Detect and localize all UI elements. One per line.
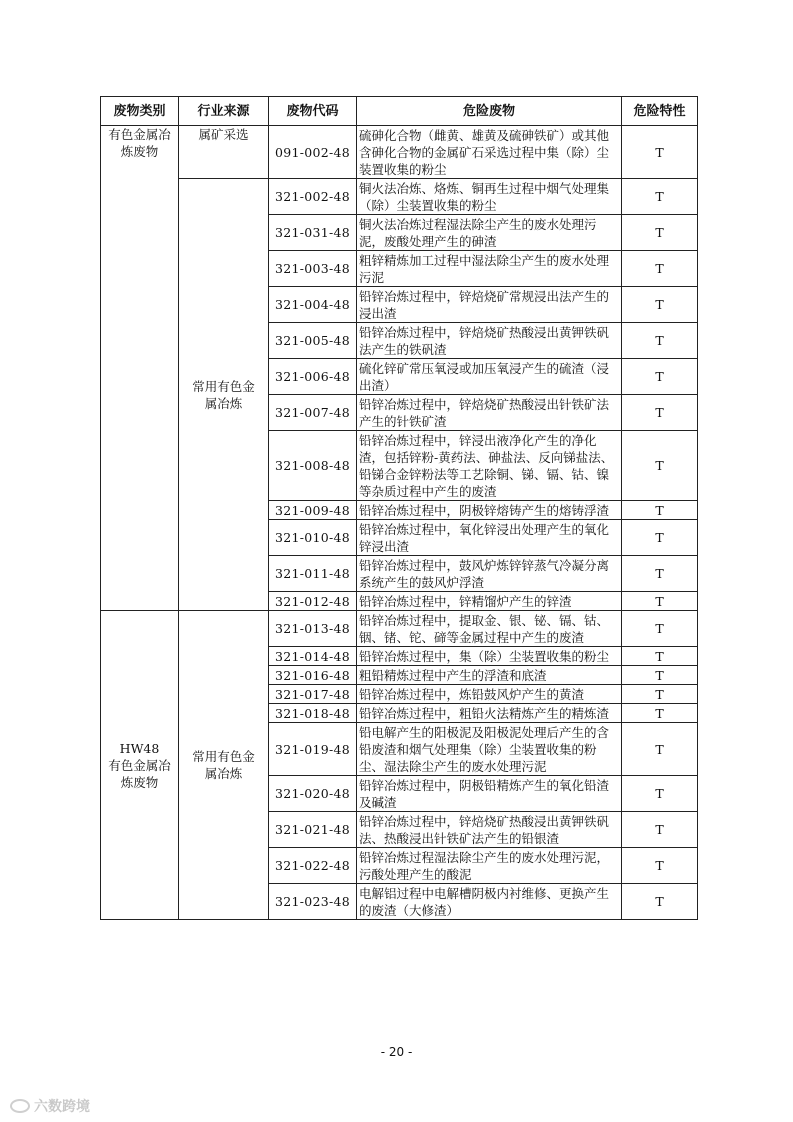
hazardous-waste-desc-cell: 电解铝过程中电解槽阴极内衬维修、更换产生的废渣（大修渣） — [357, 884, 622, 920]
hazardous-waste-table — [100, 96, 698, 920]
hazard-feature-cell: T — [622, 647, 698, 666]
waste-code-cell: 321-013-48 — [269, 611, 357, 647]
hazard-feature-cell: T — [622, 776, 698, 812]
hazard-feature-cell: T — [622, 611, 698, 647]
hazard-feature-cell: T — [622, 666, 698, 685]
hazard-feature-cell: T — [622, 179, 698, 215]
waste-code-cell: 321-011-48 — [269, 556, 357, 592]
header-waste-category: 废物类别 — [101, 97, 179, 126]
hazardous-waste-desc-cell: 粗铅精炼过程中产生的浮渣和底渣 — [357, 666, 622, 685]
waste-code-cell: 321-004-48 — [269, 287, 357, 323]
hazard-feature-cell: T — [622, 685, 698, 704]
waste-code-cell: 321-003-48 — [269, 251, 357, 287]
hazardous-waste-desc-cell: 铅锌冶炼过程中，集（除）尘装置收集的粉尘 — [357, 647, 622, 666]
hazard-feature-cell: T — [622, 556, 698, 592]
waste-code-cell: 321-007-48 — [269, 395, 357, 431]
waste-code-cell: 091-002-48 — [269, 126, 357, 179]
waste-code-cell: 321-010-48 — [269, 520, 357, 556]
hazardous-waste-desc-cell: 铅锌冶炼过程中，锌焙烧矿热酸浸出黄钾铁矾法产生的铁矾渣 — [357, 323, 622, 359]
hazard-feature-cell: T — [622, 520, 698, 556]
hazardous-waste-desc-cell: 铅锌冶炼过程中，阴极锌熔铸产生的熔铸浮渣 — [357, 501, 622, 520]
table-row — [101, 126, 698, 179]
waste-code-cell: 321-019-48 — [269, 723, 357, 776]
hazard-feature-cell: T — [622, 884, 698, 920]
hazard-feature-cell: T — [622, 812, 698, 848]
waste-code-cell: 321-014-48 — [269, 647, 357, 666]
table-header-row — [101, 97, 698, 126]
waste-code-cell: 321-002-48 — [269, 179, 357, 215]
industry-source-cell: 属矿采选 — [179, 126, 269, 179]
hazard-feature-cell: T — [622, 501, 698, 520]
hazardous-waste-desc-cell: 铅电解产生的阳极泥及阳极泥处理后产生的含铅废渣和烟气处理集（除）尘装置收集的粉尘、湿法除尘产生的废水处理污泥 — [357, 723, 622, 776]
hazardous-waste-desc-cell: 铅锌冶炼过程中，锌精馏炉产生的锌渣 — [357, 592, 622, 611]
table-row — [101, 179, 698, 215]
waste-category-cell: 有色金属冶 炼废物 — [101, 126, 179, 611]
hazardous-waste-desc-cell: 铅锌冶炼过程中，阴极铅精炼产生的氧化铅渣及碱渣 — [357, 776, 622, 812]
industry-source-cell: 常用有色金 属冶炼 — [179, 611, 269, 920]
hazard-feature-cell: T — [622, 126, 698, 179]
waste-code-cell: 321-008-48 — [269, 431, 357, 501]
hazard-feature-cell: T — [622, 359, 698, 395]
hazardous-waste-desc-cell: 硫砷化合物（雌黄、雄黄及硫砷铁矿）或其他含砷化合物的金属矿石采选过程中集（除）尘装置收集的粉尘 — [357, 126, 622, 179]
hazardous-waste-desc-cell: 粗锌精炼加工过程中湿法除尘产生的废水处理污泥 — [357, 251, 622, 287]
table-row — [101, 611, 698, 647]
header-industry-source: 行业来源 — [179, 97, 269, 126]
waste-category-cell: HW48 有色金属冶 炼废物 — [101, 611, 179, 920]
header-hazard-feature: 危险特性 — [622, 97, 698, 126]
hazardous-waste-desc-cell: 铅锌冶炼过程中，锌焙烧矿热酸浸出黄钾铁矾法、热酸浸出针铁矿法产生的铅银渣 — [357, 812, 622, 848]
hazardous-waste-desc-cell: 铅锌冶炼过程中，提取金、银、铋、镉、钴、铟、锗、铊、碲等金属过程中产生的废渣 — [357, 611, 622, 647]
hazard-feature-cell: T — [622, 395, 698, 431]
watermark — [10, 1096, 90, 1116]
waste-code-cell: 321-006-48 — [269, 359, 357, 395]
hazardous-waste-desc-cell: 铅锌冶炼过程中，锌浸出液净化产生的净化渣，包括锌粉-黄药法、砷盐法、反向锑盐法、铅锑合金锌粉法等工艺除铜、锑、镉、钴、镍等杂质过程中产生的废渣 — [357, 431, 622, 501]
watermark-text: 六数跨境 — [34, 1099, 90, 1115]
waste-code-cell: 321-020-48 — [269, 776, 357, 812]
hazard-feature-cell: T — [622, 215, 698, 251]
hazardous-waste-desc-cell: 硫化锌矿常压氧浸或加压氧浸产生的硫渣（浸出渣） — [357, 359, 622, 395]
hazardous-waste-desc-cell: 铅锌冶炼过程中，鼓风炉炼锌锌蒸气冷凝分离系统产生的鼓风炉浮渣 — [357, 556, 622, 592]
waste-code-cell: 321-017-48 — [269, 685, 357, 704]
header-hazardous-waste: 危险废物 — [357, 97, 622, 126]
waste-code-cell: 321-023-48 — [269, 884, 357, 920]
hazard-feature-cell: T — [622, 723, 698, 776]
hazardous-waste-desc-cell: 铅锌冶炼过程中，氧化锌浸出处理产生的氧化锌浸出渣 — [357, 520, 622, 556]
waste-code-cell: 321-021-48 — [269, 812, 357, 848]
hazard-feature-cell: T — [622, 704, 698, 723]
waste-code-cell: 321-018-48 — [269, 704, 357, 723]
header-waste-code: 废物代码 — [269, 97, 357, 126]
waste-code-cell: 321-009-48 — [269, 501, 357, 520]
hazardous-waste-desc-cell: 铜火法冶炼、烙炼、铜再生过程中烟气处理集（除）尘装置收集的粉尘 — [357, 179, 622, 215]
hazardous-waste-desc-cell: 铜火法冶炼过程湿法除尘产生的废水处理污泥，废酸处理产生的砷渣 — [357, 215, 622, 251]
hazardous-waste-desc-cell: 铅锌冶炼过程中，粗铅火法精炼产生的精炼渣 — [357, 704, 622, 723]
waste-code-cell: 321-005-48 — [269, 323, 357, 359]
hazardous-waste-desc-cell: 铅锌冶炼过程湿法除尘产生的废水处理污泥，污酸处理产生的酸泥 — [357, 848, 622, 884]
page-number: - 20 - — [380, 1045, 413, 1059]
hazardous-waste-desc-cell: 铅锌冶炼过程中，锌焙烧矿常规浸出法产生的浸出渣 — [357, 287, 622, 323]
waste-code-cell: 321-022-48 — [269, 848, 357, 884]
hazard-feature-cell: T — [622, 287, 698, 323]
industry-source-cell: 常用有色金 属冶炼 — [179, 179, 269, 611]
hazard-feature-cell: T — [622, 848, 698, 884]
waste-code-cell: 321-031-48 — [269, 215, 357, 251]
watermark-logo-icon — [10, 1099, 30, 1113]
hazard-feature-cell: T — [622, 323, 698, 359]
hazard-feature-cell: T — [622, 592, 698, 611]
hazardous-waste-desc-cell: 铅锌冶炼过程中，锌焙烧矿热酸浸出针铁矿法产生的针铁矿渣 — [357, 395, 622, 431]
waste-code-cell: 321-012-48 — [269, 592, 357, 611]
hazard-feature-cell: T — [622, 251, 698, 287]
hazardous-waste-desc-cell: 铅锌冶炼过程中，炼铅鼓风炉产生的黄渣 — [357, 685, 622, 704]
table-body — [101, 126, 698, 920]
waste-code-cell: 321-016-48 — [269, 666, 357, 685]
hazard-feature-cell: T — [622, 431, 698, 501]
